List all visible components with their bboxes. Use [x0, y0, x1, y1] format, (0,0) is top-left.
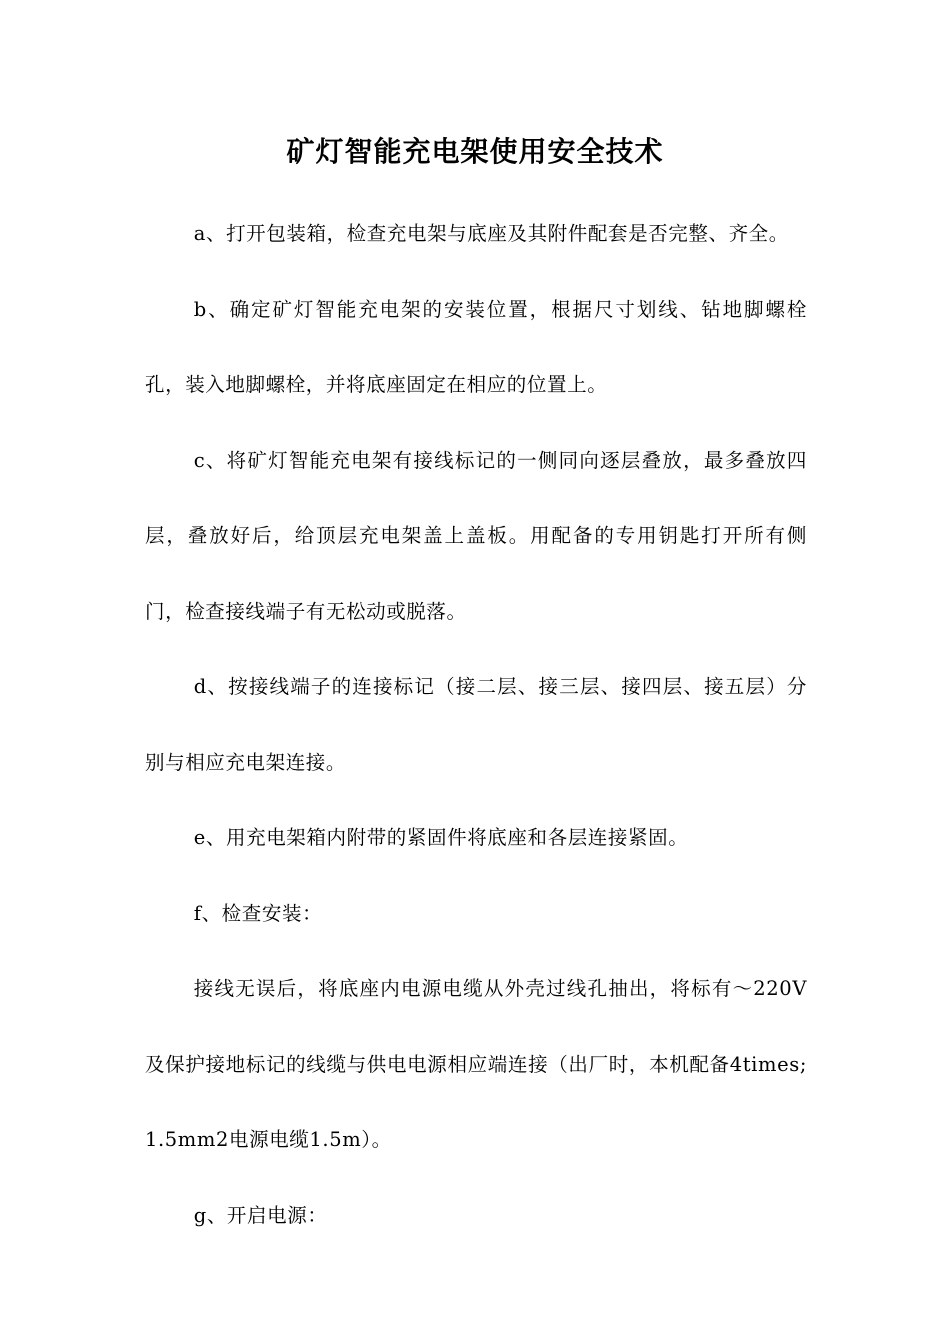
paragraph-c: c、将矿灯智能充电架有接线标记的一侧同向逐层叠放，最多叠放四层，叠放好后，给顶层充电架盖上盖板。用配备的专用钥匙打开所有侧门，检查接线端子有无松动或脱落。 — [145, 448, 807, 623]
paragraph-e: e、用充电架箱内附带的紧固件将底座和各层连接紧固。 — [193, 826, 689, 849]
document-title: 矿灯智能充电架使用安全技术 — [286, 135, 664, 168]
paragraph-a: a、打开包装箱，检查充电架与底座及其附件配套是否完整、齐全。 — [193, 222, 789, 245]
paragraph-wiring: 接线无误后，将底座内电源电缆从外壳过线孔抽出，将标有～220V及保护接地标记的线缆与供电电源相应端连接（出厂时，本机配备4times;1.5mm2电源电缆1.5m）。 — [145, 977, 807, 1151]
paragraph-f: f、检查安装： — [193, 901, 323, 925]
paragraph-d: d、按接线端子的连接标记（接二层、接三层、接四层、接五层）分别与相应充电架连接。 — [145, 675, 807, 774]
document-body — [145, 196, 807, 1253]
paragraph-b: b、确定矿灯智能充电架的安装位置，根据尺寸划线、钻地脚螺栓孔，装入地脚螺栓，并将底座固定在相应的位置上。 — [145, 297, 807, 396]
paragraph-g: g、开启电源： — [193, 1203, 328, 1227]
